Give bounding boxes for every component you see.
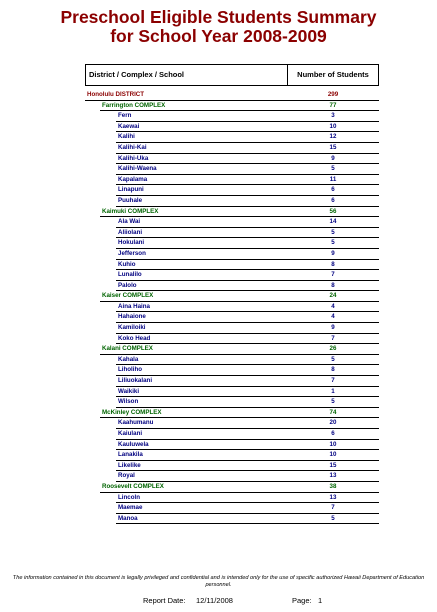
school-name: Kauluwela	[118, 440, 149, 448]
school-name: Kaahumanu	[118, 419, 154, 427]
table-row-school	[85, 196, 379, 207]
table-row-school	[85, 164, 379, 175]
table-row-school	[85, 281, 379, 292]
title-line-1: Preschool Eligible Students Summary	[60, 7, 377, 27]
student-count: 8	[331, 366, 335, 374]
table-row-school	[85, 185, 379, 196]
table-row-school	[85, 503, 379, 514]
school-name: Puuhale	[118, 196, 143, 204]
table-row-school	[85, 471, 379, 482]
student-count: 24	[329, 292, 337, 300]
report-date: 12/11/2008	[196, 596, 233, 605]
student-count: 6	[331, 196, 335, 204]
school-name: Koko Head	[118, 334, 151, 342]
school-name: Kaiulani	[118, 430, 143, 437]
student-count: 8	[331, 281, 335, 289]
summary-table	[85, 64, 379, 524]
school-name: Kahala	[118, 355, 139, 363]
column-header-district-complex-school: District / Complex / School	[86, 65, 288, 85]
student-count: 13	[329, 493, 337, 501]
table-row-school	[85, 260, 379, 271]
table-row-school	[85, 312, 379, 323]
table-row-school	[85, 143, 379, 154]
school-name: Kamiloiki	[118, 324, 146, 332]
page-number: 1	[318, 596, 323, 605]
table-row-school	[85, 387, 379, 398]
school-name: Liliuokalani	[118, 377, 153, 385]
title-line-2: for School Year 2008-2009	[110, 26, 327, 46]
table-row-school	[85, 334, 379, 345]
school-name: Kapalama	[118, 175, 148, 183]
student-count: 5	[331, 165, 335, 173]
student-count: 5	[331, 228, 335, 236]
column-header-number-of-students: Number of Students	[297, 70, 369, 79]
student-count: 6	[331, 430, 335, 437]
table-row-school	[85, 493, 379, 504]
school-name: Kalihi-Uka	[118, 154, 149, 162]
student-count: 14	[329, 218, 337, 226]
table-row-complex	[85, 482, 379, 493]
school-name: Linapuni	[118, 186, 144, 194]
student-count: 5	[331, 398, 335, 406]
table-row-school	[85, 461, 379, 472]
school-name: Lincoln	[118, 493, 140, 501]
student-count: 20	[329, 419, 337, 427]
student-count: 9	[331, 249, 335, 257]
table-row-school	[85, 323, 379, 334]
table-row-school	[85, 154, 379, 165]
complex-name: Roosevelt COMPLEX	[102, 482, 164, 490]
school-name: Liholiho	[118, 366, 143, 374]
table-row-district	[85, 90, 379, 101]
table-row-school	[85, 514, 379, 525]
table-row-complex	[85, 101, 379, 112]
student-count: 74	[329, 408, 337, 416]
student-count: 4	[331, 313, 335, 321]
school-name: Royal	[118, 472, 135, 480]
complex-name: Kalani COMPLEX	[102, 345, 153, 353]
table-row-school	[85, 418, 379, 429]
student-count: 77	[329, 101, 337, 109]
student-count: 15	[329, 143, 337, 151]
complex-name: Kaimuki COMPLEX	[102, 207, 159, 215]
table-header	[85, 64, 379, 86]
table-row-school	[85, 376, 379, 387]
school-name: Lunalilo	[118, 271, 142, 279]
student-count: 26	[329, 345, 337, 353]
table-row-school	[85, 132, 379, 143]
table-row-complex	[85, 344, 379, 355]
student-count: 9	[331, 324, 335, 332]
table-row-school	[85, 355, 379, 366]
student-count: 7	[331, 504, 335, 512]
student-count: 3	[331, 112, 335, 120]
student-count: 5	[331, 239, 335, 247]
school-name: Kaewai	[118, 122, 140, 130]
report-date-label: Report Date:	[143, 596, 186, 605]
school-name: Kalihi	[118, 133, 135, 141]
student-count: 7	[331, 271, 335, 279]
school-name: Likelike	[118, 461, 141, 469]
district-name: Honolulu DISTRICT	[87, 91, 145, 98]
table-row-school	[85, 429, 379, 440]
student-count: 5	[331, 514, 335, 522]
school-name: Maemae	[118, 504, 143, 512]
table-body	[85, 90, 379, 524]
table-row-complex	[85, 291, 379, 302]
table-row-school	[85, 238, 379, 249]
table-row-school	[85, 397, 379, 408]
page-label: Page:	[292, 596, 312, 605]
school-name: Manoa	[118, 514, 138, 522]
student-count: 7	[331, 334, 335, 342]
student-count: 11	[329, 175, 337, 183]
student-count: 12	[329, 133, 337, 141]
school-name: Aliiolani	[118, 228, 143, 236]
school-name: Lanakila	[118, 451, 143, 459]
school-name: Palolo	[118, 281, 137, 289]
school-name: Jefferson	[118, 249, 146, 257]
table-row-school	[85, 365, 379, 376]
student-count: 4	[331, 302, 335, 310]
table-row-school	[85, 302, 379, 313]
school-name: Kalihi-Waena	[118, 165, 157, 173]
student-count: 6	[331, 186, 335, 194]
row-underline	[116, 523, 379, 524]
complex-name: Kaiser COMPLEX	[102, 292, 154, 300]
school-name: Hahaione	[118, 313, 146, 321]
school-name: Wilson	[118, 398, 139, 406]
table-row-complex	[85, 408, 379, 419]
table-row-school	[85, 175, 379, 186]
complex-name: Farrington COMPLEX	[102, 101, 166, 109]
student-count: 1	[331, 387, 335, 395]
school-name: Kuhio	[118, 260, 136, 268]
student-count: 10	[329, 122, 337, 130]
table-row-school	[85, 228, 379, 239]
table-row-complex	[85, 207, 379, 218]
student-count: 38	[329, 482, 337, 490]
school-name: Hokulani	[118, 239, 145, 247]
student-count: 15	[329, 461, 337, 469]
table-row-school	[85, 270, 379, 281]
school-name: Kalihi-Kai	[118, 143, 147, 151]
table-row-school	[85, 111, 379, 122]
table-row-school	[85, 122, 379, 133]
confidentiality-note: The information contained in this document is legally privileged and confidential and is intended only for the use of specific authorized Hawaii Department of Education personnel.	[12, 575, 425, 588]
student-count: 56	[329, 207, 337, 215]
student-count: 10	[329, 451, 337, 459]
student-count: 13	[329, 472, 337, 480]
table-row-school	[85, 217, 379, 228]
table-row-school	[85, 450, 379, 461]
student-count: 9	[331, 154, 335, 162]
school-name: Aina Haina	[118, 302, 150, 310]
complex-name: McKinley COMPLEX	[102, 408, 162, 416]
school-name: Fern	[118, 112, 132, 120]
table-row-school	[85, 249, 379, 260]
table-row-school	[85, 440, 379, 451]
report-title	[0, 8, 437, 46]
student-count: 10	[329, 440, 337, 448]
student-count: 8	[331, 260, 335, 268]
student-count: 5	[331, 355, 335, 363]
school-name: Ala Wai	[118, 218, 141, 226]
school-name: Waikiki	[118, 387, 140, 395]
student-count: 7	[331, 377, 335, 385]
student-count: 299	[327, 91, 339, 98]
